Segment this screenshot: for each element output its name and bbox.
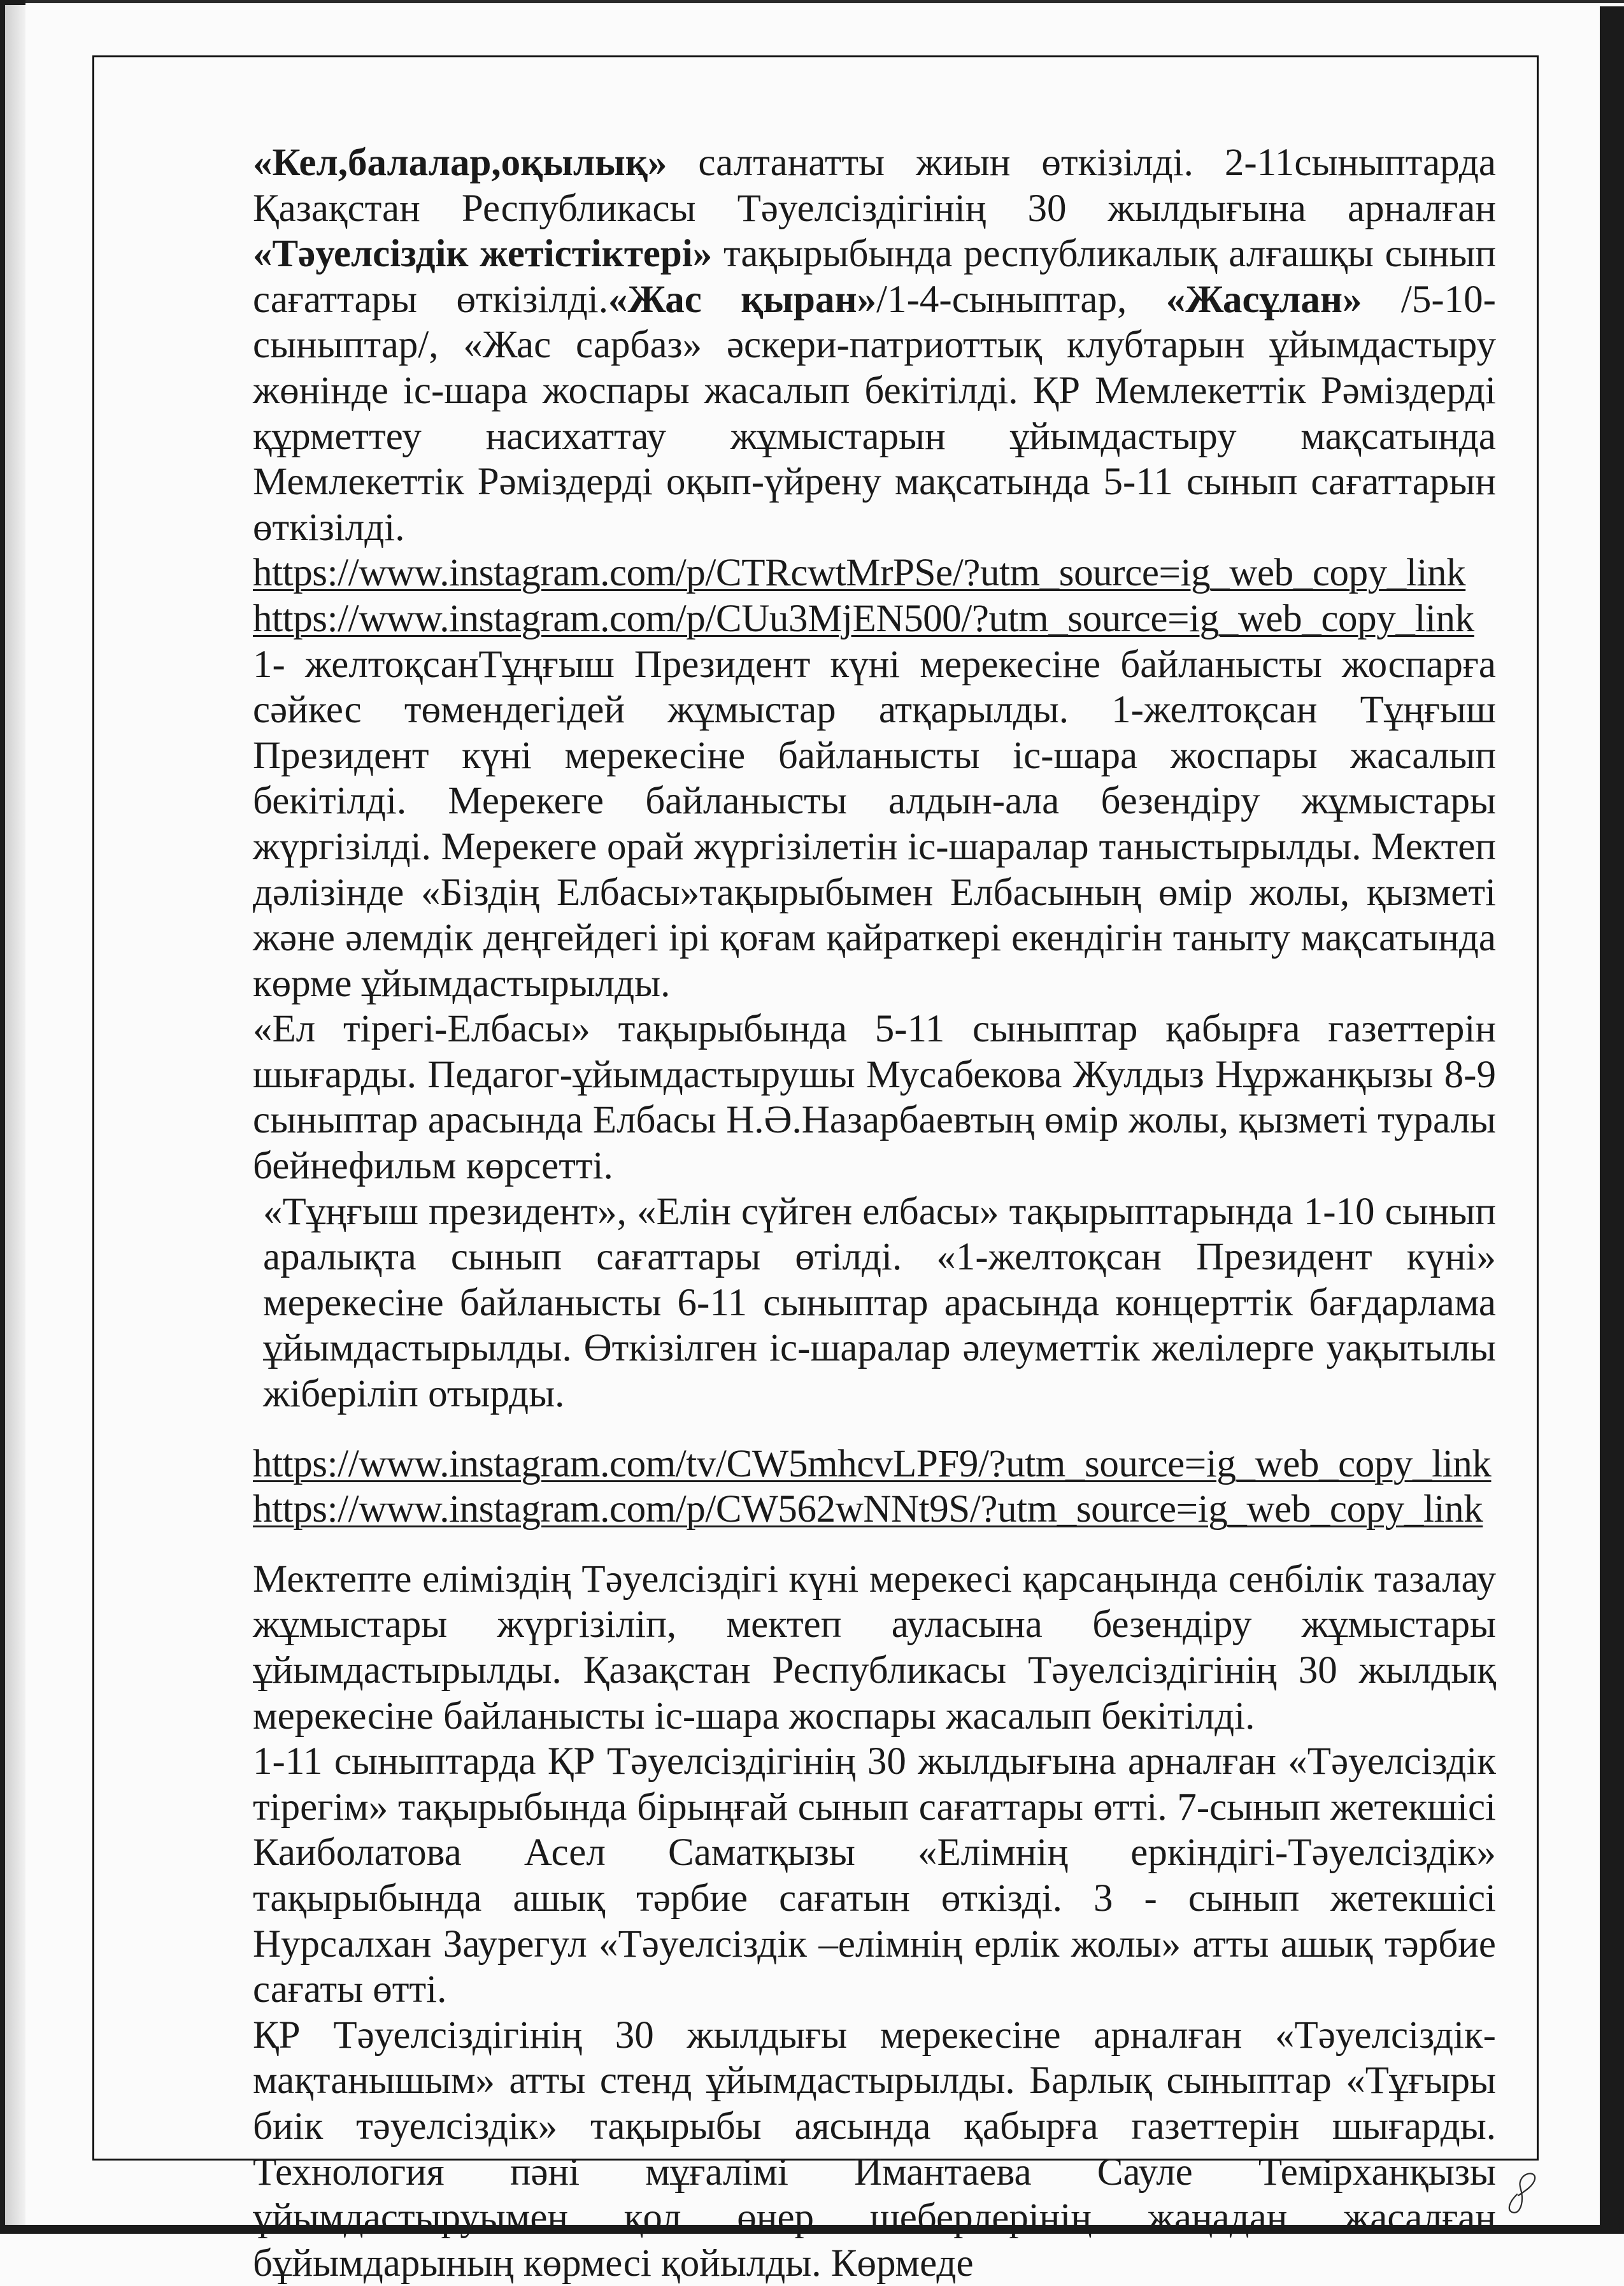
paragraph-text: /1-4-сыныптар, (876, 278, 1166, 321)
bold-phrase: «Жасұлан» (1165, 278, 1362, 321)
instagram-link[interactable]: https://www.instagram.com/p/CW562wNNt9S/?utm_source=ig_web_copy_link (253, 1488, 1483, 1531)
paragraph-stand-exhibition: ҚР Тәуелсіздігінің 30 жылдығы мерекесіне арналған «Тәуелсіздік-мақтанышым» атты стенд ұйымдастырылды. Барлық сыныптар «Тұғыры биік тәуелсіздік» тақырыбы аясында қабырға газеттерін шығарды. Технология пәні мұғалімі Имантаева Сауле Темірханқызы ұйымдастыруымен қол өнер шеберлерінің жаңадан жасалған бұйымдарының көрмесі қойылды. Көрмеде (253, 2013, 1496, 2285)
paragraph-senbilik: Мектепте еліміздің Тәуелсіздігі күні мерекесі қарсаңында сенбілік тазалау жұмыстары жүргізіліп, мектеп ауласына безендіру жұмыстары ұйымдастырылды. Қазақстан Республикасы Тәуелсіздігінің 30 жылдық мерекесіне байланысты іс-шара жоспары жасалып бекітілді. (253, 1557, 1496, 1738)
spacer (253, 1532, 1496, 1557)
spacer (253, 1417, 1496, 1441)
instagram-link[interactable]: https://www.instagram.com/tv/CW5mhcvLPF9/?utm_source=ig_web_copy_link (253, 1442, 1492, 1485)
bold-phrase: «Тәуелсіздік жетістіктері» (253, 232, 713, 276)
paragraph-kel-balalar (253, 140, 1496, 550)
paragraph-text: тақырыбында республикалық алғашқы сынып сағаттары өткізілді. (253, 232, 1496, 321)
paragraph-text: /5-10-сыныптар/, «Жас сарбаз» әскери-патриоттық клубтарын ұйымдастыру жөнінде іс-шара жоспары жасалып бекітілді. ҚР Мемлекеттік Рәміздерді құрметтеу насихаттау жұмыстарын ұйымдастыру мақсатында Мемлекеттік Рәміздерді оқып-үйрену мақсатында 5-11 сынып сағаттарын өткізілді. (253, 278, 1496, 549)
handwritten-page-number (1503, 2169, 1548, 2220)
instagram-link[interactable]: https://www.instagram.com/p/CTRcwtMrPSe/?utm_source=ig_web_copy_link (253, 552, 1466, 595)
page-number-glyph (1509, 2173, 1535, 2212)
instagram-link[interactable]: https://www.instagram.com/p/CUu3MjEN500/?utm_source=ig_web_copy_link (253, 597, 1474, 640)
scan-edge-right (1600, 6, 1624, 2234)
scan-edge-top (0, 0, 1624, 3)
bold-phrase: «Кел,балалар,оқылық» (253, 141, 667, 184)
paragraph-text: салтанатты жиын өткізілді. 2-11сыныптарда Қазақстан Республикасы Тәуелсіздігінің 30 жылдығына арналған (253, 141, 1496, 230)
document-body (253, 140, 1496, 2286)
bold-phrase: «Жас қыран» (608, 278, 877, 321)
paragraph-el-tiregi: «Ел тірегі-Елбасы» тақырыбында 5-11 сыныптар қабырға газеттерін шығарды. Педагог-ұйымдастырушы Мусабекова Жулдыз Нұржанқызы 8-9 сыныптар арасында Елбасы Н.Ә.Назарбаевтың өмір жолы, қызметі туралы бейнефильм көрсетті. (253, 1008, 1496, 1188)
paragraph-tungysh-president: «Тұңғыш президент», «Елін сүйген елбасы» тақырыптарында 1-10 сынып аралықта сынып сағаттары өтілді. «1-желтоқсан Президент күні» мерекесіне байланысты 6-11 сыныптар арасында концерттік бағдарлама ұйымдастырылды. Өткізілген іс-шаралар әлеуметтік желілерге уақытылы жіберіліп отырды. (263, 1190, 1496, 1416)
scan-edge-left-shade (5, 5, 25, 2225)
paragraph-class-hours: 1-11 сыныптарда ҚР Тәуелсіздігінің 30 жылдығына арналған «Тәуелсіздік тірегім» тақырыбында бірыңғай сынып сағаттары өтті. 7-сынып жетекшісі Каиболатова Асел Саматқызы «Елімнің еркіндігі-Тәуелсіздік» тақырыбында ашық тәрбие сағатын өткізді. 3 - сынып жетекшісі Нурсалхан Заурегул «Тәуелсіздік –елімнің ерлік жолы» атты ашық тәрбие сағаты өтті. (253, 1740, 1496, 2011)
paragraph-president-day: 1- желтоқсанТұңғыш Президент күні мерекесіне байланысты жоспарға сәйкес төмендегідей жұмыстар атқарылды. 1-желтоқсан Тұңғыш Президент күні мерекесіне байланысты іс-шара жоспары жасалып бекітілді. Мерекеге байланысты алдын-ала безендіру жұмыстары жүргізілді. Мерекеге орай жүргізілетін іс-шаралар таныстырылды. Мектеп дәлізінде «Біздің Елбасы»тақырыбымен Елбасының өмір жолы, қызметі және әлемдік деңгейдегі ірі қоғам қайраткері екендігін таныту мақсатында көрме ұйымдастырылды. (253, 643, 1496, 1005)
